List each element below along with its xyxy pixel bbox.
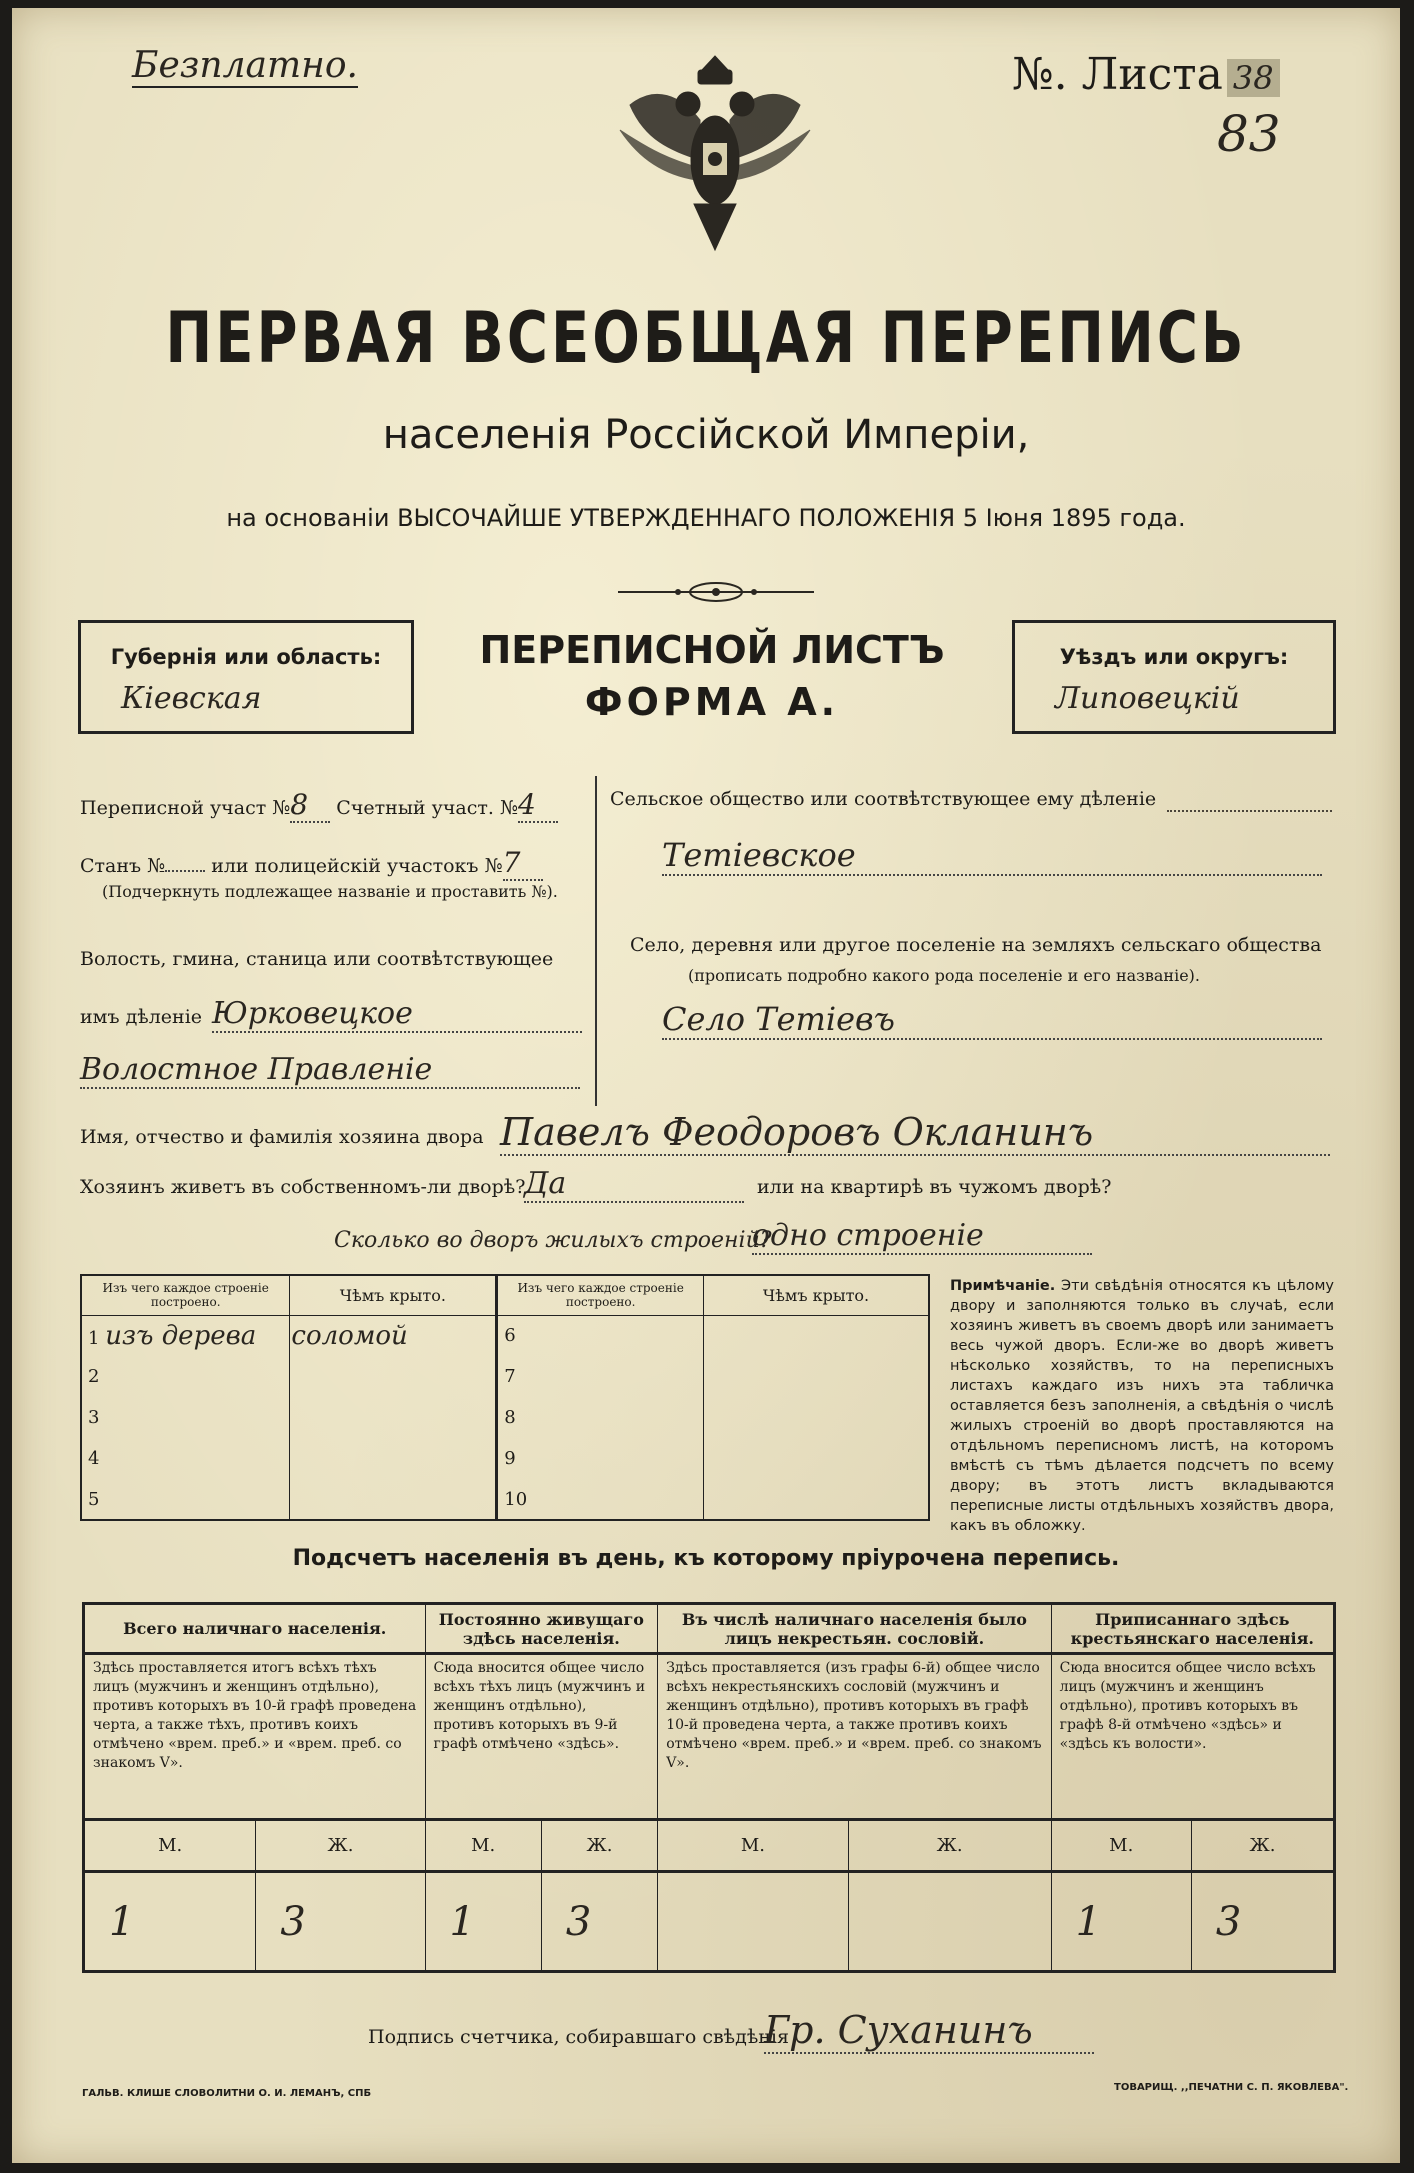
registered-male: 1 [1051,1872,1191,1972]
buildings-label: Сколько во дворъ жилыхъ строеній? [334,1228,772,1253]
buildings-header-roof-left: Чѣмъ крыто. [290,1275,497,1315]
buildings-header-material-left: Изъ чего каждое строеніе построено. [81,1275,290,1315]
nonpeasant-male [658,1872,848,1972]
district-value: Липовецкій [1055,681,1240,716]
province-box [78,620,414,734]
buildings-value: одно строеніе [752,1218,1092,1255]
signature-value: Гр. Суханинъ [764,2008,1094,2054]
owner-lives-value: Да [524,1166,744,1203]
district-box [1012,620,1336,734]
population-head-2: Постоянно живущаго здѣсь населенія. [425,1604,658,1654]
buildings-header-material-right: Изъ чего каждое строеніе построено. [497,1275,704,1315]
form-title: ПЕРЕПИСНОЙ ЛИСТЪ [479,628,945,672]
buildings-table [80,1274,930,1521]
population-title: Подсчетъ населенія въ день, къ которому пріурочена перепись. [292,1546,1120,1571]
table-row: 4 9 [81,1438,929,1479]
free-label: Безплатно. [132,45,358,86]
police-value: 7 [503,846,543,881]
permanent-male: 1 [425,1872,541,1972]
imperial-eagle-emblem [610,50,820,265]
stan-note: (Подчеркнуть подлежащее названіе и проставить №). [102,882,558,901]
volost-value-2: Волостное Правленіе [80,1052,580,1089]
registered-female: 3 [1191,1872,1334,1972]
population-head-1: Всего наличнаго населенія. [84,1604,426,1654]
decree-line: на основаніи ВЫСОЧАЙШЕ УТВЕРЖДЕННАГО ПОЛОЖЕНІЯ 5 Іюня 1895 года. [226,504,1186,532]
form-name: ФОРМА А. [584,680,840,724]
ornament-divider [618,580,814,604]
village-note: (прописать подробно какого рода поселеніе и его названіе). [688,966,1200,985]
census-subtitle: населенія Россійской Имперіи, [382,412,1030,458]
note-text: Эти свѣдѣнія относятся къ цѣлому двору и заполняются только въ случаѣ, если хозяинъ живетъ въ своемъ дворѣ или занимаетъ весь чужой дворъ. Если-же во дворѣ живетъ нѣсколько хозяйствъ, то на переписныхъ листахъ каждаго изъ нихъ эта табличка оставляется безъ заполненія, а свѣдѣнія о числѣ жилыхъ строеній во дворѣ проставляются на отдѣльномъ переписномъ листѣ, на которомъ вмѣстѣ съ тѣмъ дѣлается подсчетъ по всему двору; въ этотъ листъ вкладываются переписные листы отдѣльныхъ хозяйствъ двора, какъ въ обложку. [950,1278,1334,1534]
owner-lives-alt: или на квартирѣ въ чужомъ дворѣ? [757,1176,1112,1198]
census-sheet [12,8,1400,2163]
population-desc-3: Здѣсь проставляется (изъ графы 6-й) общее число всѣхъ некрестьянскихъ сословій (мужчинъ и женщинъ отдѣльно), противъ которыхъ въ графѣ 10-й проведена черта, а также противъ коихъ отмѣчено «врем. преб.» и «врем. преб. со знакомъ V». [658,1654,1051,1820]
signature-label: Подпись счетчика, собиравшаго свѣдѣнія [368,2026,789,2048]
table-row: 5 10 [81,1479,929,1520]
owner-name-value: Павелъ Феодоровъ Окланинъ [500,1110,1330,1156]
population-desc-1: Здѣсь проставляется итогъ всѣхъ тѣхъ лицъ (мужчинъ и женщинъ отдѣльно), противъ которыхъ въ 10-й графѣ проведена черта, а также тѣхъ, противъ коихъ отмѣчено «врем. преб.» и «врем. преб. со знакомъ V». [84,1654,426,1820]
population-desc-4: Сюда вносится общее число всѣхъ лицъ (мужчинъ и женщинъ отдѣльно), противъ которыхъ въ графѣ 8-й отмѣчено «здѣсь» и «здѣсь къ волости». [1051,1654,1334,1820]
owner-name-label: Имя, отчество и фамилія хозяина двора [80,1126,484,1148]
owner-lives-label: Хозяинъ живетъ въ собственномъ-ли дворѣ? [80,1176,526,1198]
population-head-4: Приписаннаго здѣсь крестьянскаго населенія. [1051,1604,1334,1654]
total-male: 1 [84,1872,256,1972]
count-area-value: 4 [518,788,558,823]
census-area-row: Переписной участ №8 Счетный участ. №4 [80,788,558,823]
society-value: Тетіевское [662,836,1322,876]
table-row: 2 7 [81,1356,929,1397]
population-head-3: Въ числѣ наличнаго населенія было лицъ некрестьян. сословій. [658,1604,1051,1654]
volost-label-2: имъ дѣленіе [80,1006,203,1028]
sheet-number-printed: 38 [1227,59,1280,97]
village-label: Село, деревня или другое поселеніе на земляхъ сельскаго общества [630,934,1322,956]
district-label: Уѣздъ или округъ: [1059,645,1289,669]
total-female: 3 [256,1872,425,1972]
right-imprint: ТОВАРИЩ. ,,ПЕЧАТНИ С. П. ЯКОВЛЕВА". [1114,2082,1349,2093]
society-label: Сельское общество или соотвѣтствующее ему дѣленіе [610,788,1157,810]
sheet-number-handwritten: 83 [1217,105,1281,163]
sheet-number [1012,50,1280,103]
left-imprint: ГАЛЬВ. КЛИШЕ СЛОВОЛИТНИ О. И. ЛЕМАНЪ, СПБ [82,2088,372,2099]
census-title: ПЕРВАЯ ВСЕОБЩАЯ ПЕРЕПИСЬ [165,298,1247,380]
building-1-material: изъ дерева [105,1320,257,1351]
building-1-roof: соломой [291,1320,408,1351]
province-value: Кіевская [121,681,262,716]
buildings-note [950,1276,1334,1536]
table-row: 1 изъ дерева соломой 6 [81,1315,929,1356]
population-table: Всего наличнаго населенія. Постоянно живущаго здѣсь населенія. Въ числѣ наличнаго населенія было лицъ некрестьян. сословій. Приписаннаго здѣсь крестьянскаго населенія. Здѣсь проставляется итогъ всѣхъ тѣхъ лицъ (мужчинъ и женщинъ отдѣльно), противъ которыхъ въ 10-й графѣ проведена черта, а также тѣхъ, противъ коихъ отмѣчено «врем. преб.» и «врем. преб. со знакомъ V». Сюда вносится общее число всѣхъ тѣхъ лицъ (мужчинъ и женщинъ отдѣльно), противъ которыхъ въ 9-й графѣ отмѣчено «здѣсь». Здѣсь проставляется (изъ графы 6-й) общее число всѣхъ некрестьянскихъ сословій (мужчинъ и женщинъ отдѣльно), противъ которыхъ въ графѣ 10-й проведена черта, а также противъ коихъ отмѣчено «врем. преб.» и «врем. преб. со знакомъ V». Сюда вносится общее число всѣхъ лицъ (мужчинъ и женщинъ отдѣльно), противъ которыхъ въ графѣ 8-й отмѣчено «здѣсь» и «здѣсь къ волости». М. Ж. М. Ж. М. Ж. М. Ж. 1 3 1 3 1 3 [82,1602,1336,1973]
province-label: Губернія или область: [110,645,382,669]
volost-value: Юрковецкое [212,996,582,1033]
population-desc-2: Сюда вносится общее число всѣхъ тѣхъ лицъ (мужчинъ и женщинъ отдѣльно), противъ которыхъ въ 9-й графѣ отмѣчено «здѣсь». [425,1654,658,1820]
permanent-female: 3 [541,1872,657,1972]
column-divider [595,776,597,1106]
note-title: Примѣчаніе. [950,1278,1056,1294]
sheet-number-label: №. Листа [1012,49,1223,100]
table-row: 3 8 [81,1397,929,1438]
volost-label: Волость, гмина, станица или соотвѣтствующее [80,948,554,970]
nonpeasant-female [848,1872,1051,1972]
village-value: Село Тетіевъ [662,1000,1322,1040]
stan-row: Станъ № или полицейскій участокъ №7 [80,846,543,881]
census-area-value: 8 [290,788,330,823]
buildings-header-roof-right: Чѣмъ крыто. [704,1275,929,1315]
